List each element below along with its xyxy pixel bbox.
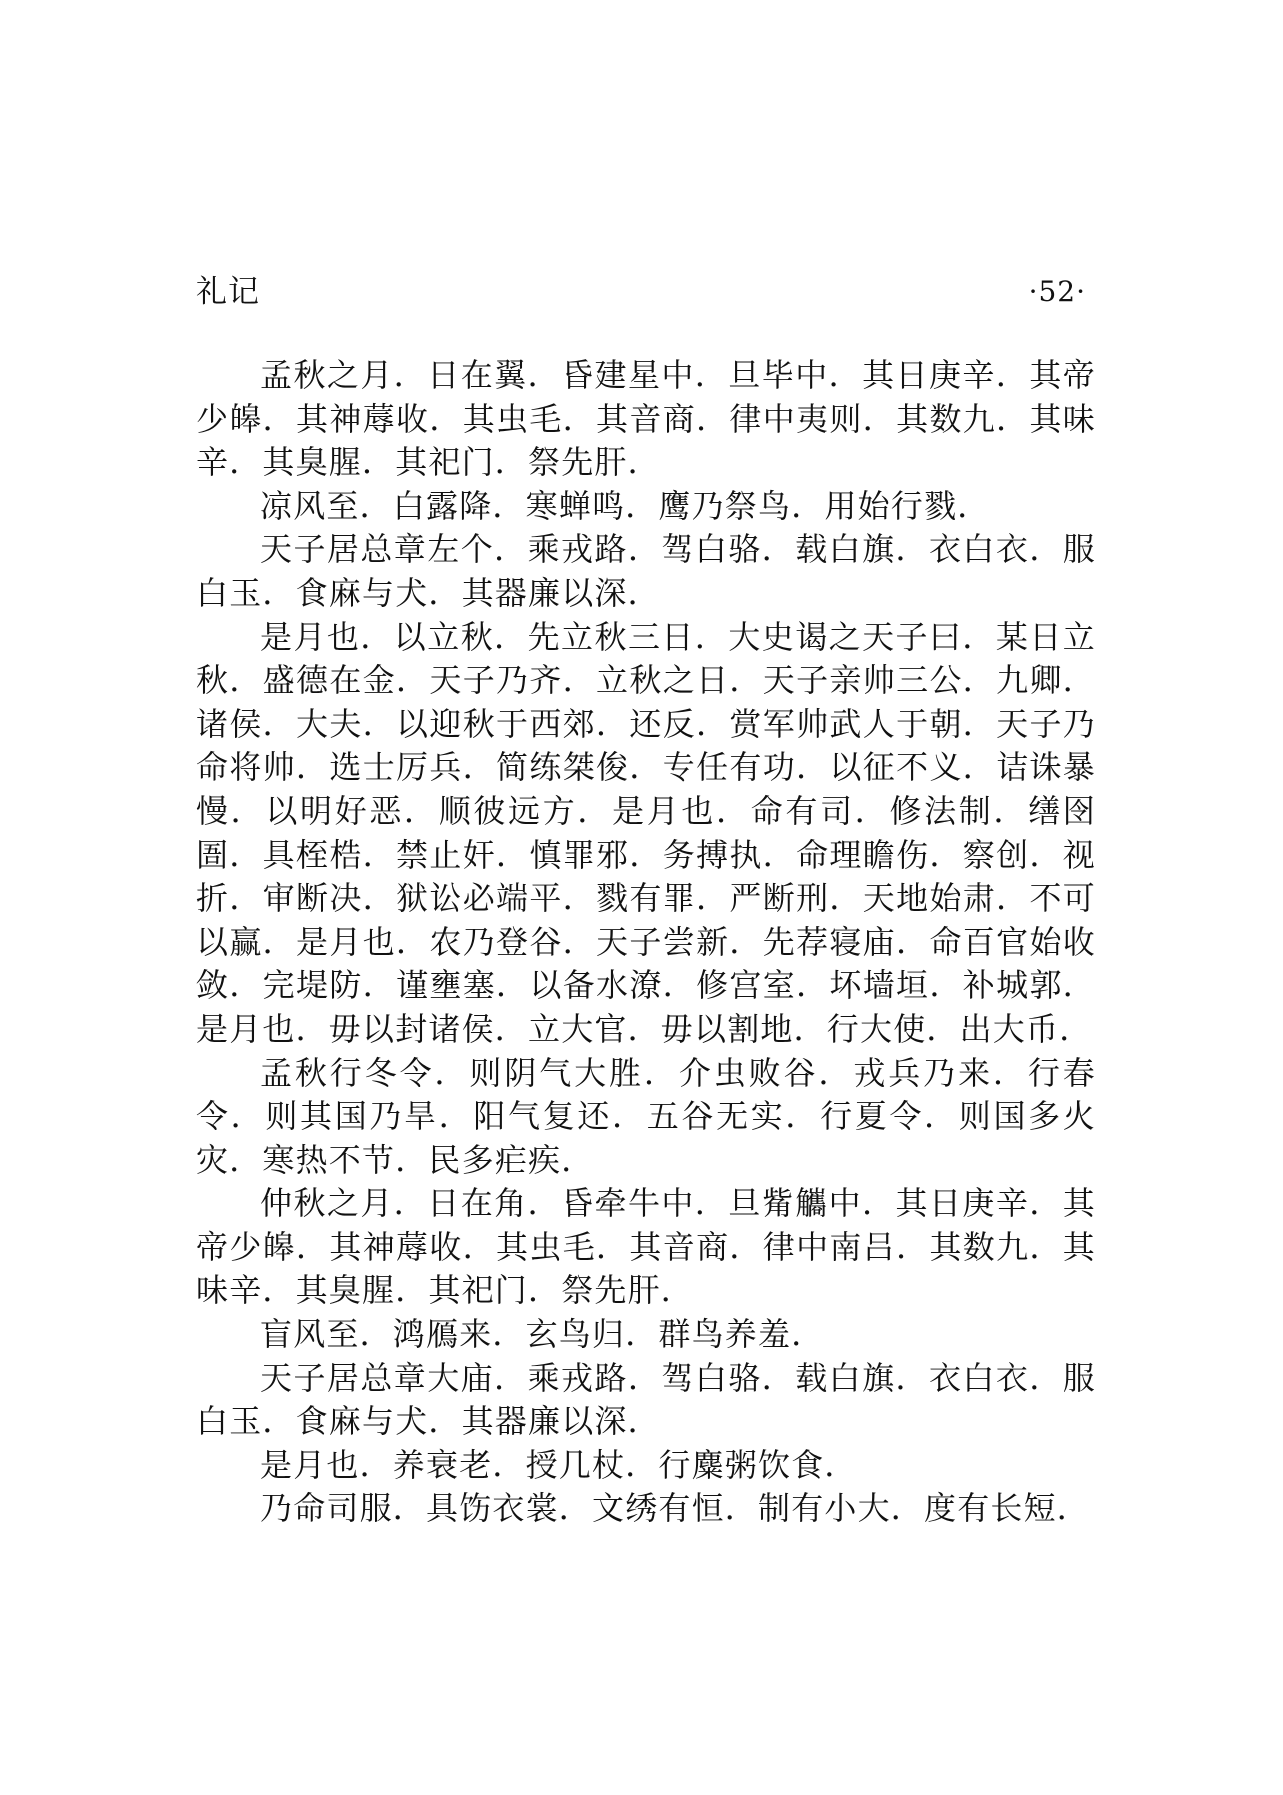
paragraph: 天子居总章大庙．乘戎路．驾白骆．载白旗．衣白衣．服白玉．食麻与犬．其器廉以深． xyxy=(196,1358,1096,1441)
paragraph: 盲风至．鸿鴈来．玄鸟归．群鸟养羞． xyxy=(260,1315,825,1354)
running-header xyxy=(196,270,1086,314)
book-title: 礼记 xyxy=(196,274,260,310)
paragraph: 是月也．养衰老．授几杖．行麋粥饮食． xyxy=(260,1445,858,1484)
body-text xyxy=(196,354,1096,1531)
page-number: ·52· xyxy=(1028,275,1086,308)
paragraph: 孟秋行冬令．则阴气大胜．介虫败谷．戎兵乃来．行春令．则其国乃旱．阳气复还．五谷无实．行夏令．则国多火灾．寒热不节．民多疟疾． xyxy=(196,1053,1096,1179)
paragraph: 乃命司服．具饬衣裳．文绣有恒．制有小大．度有长短． xyxy=(260,1489,1091,1528)
paragraph: 孟秋之月．日在翼．昏建星中．旦毕中．其日庚辛．其帝少皞．其神蓐收．其虫毛．其音商．律中夷则．其数九．其味辛．其臭腥．其祀门．祭先肝． xyxy=(196,356,1096,482)
paragraph: 仲秋之月．日在角．昏牵牛中．旦觜觿中．其日庚辛．其帝少皞．其神蓐收．其虫毛．其音商．律中南吕．其数九．其味辛．其臭腥．其祀门．祭先肝． xyxy=(196,1184,1096,1310)
paragraph: 凉风至．白露降．寒蝉鸣．鹰乃祭鸟．用始行戮． xyxy=(260,486,991,525)
paragraph: 是月也．以立秋．先立秋三日．大史谒之天子曰．某日立秋．盛德在金．天子乃齐．立秋之日．天子亲帅三公．九卿．诸侯．大夫．以迎秋于西郊．还反．赏军帅武人于朝．天子乃命将帅．选士厉兵．简练桀俊．专任有功．以征不义．诘诛暴慢．以明好恶．顺彼远方．是月也．命有司．修法制．缮囹圄．具桎梏．禁止奸．慎罪邪．务搏执．命理瞻伤．察创．视折．审断决．狱讼必端平．戮有罪．严断刑．天地始肃．不可以赢．是月也．农乃登谷．天子尝新．先荐寝庙．命百官始收敛．完堤防．谨壅塞．以备水潦．修宫室．坏墙垣．补城郭．是月也．毋以封诸侯．立大官．毋以割地．行大使．出大币． xyxy=(196,617,1096,1048)
paragraph: 天子居总章左个．乘戎路．驾白骆．载白旗．衣白衣．服白玉．食麻与犬．其器廉以深． xyxy=(196,530,1096,612)
